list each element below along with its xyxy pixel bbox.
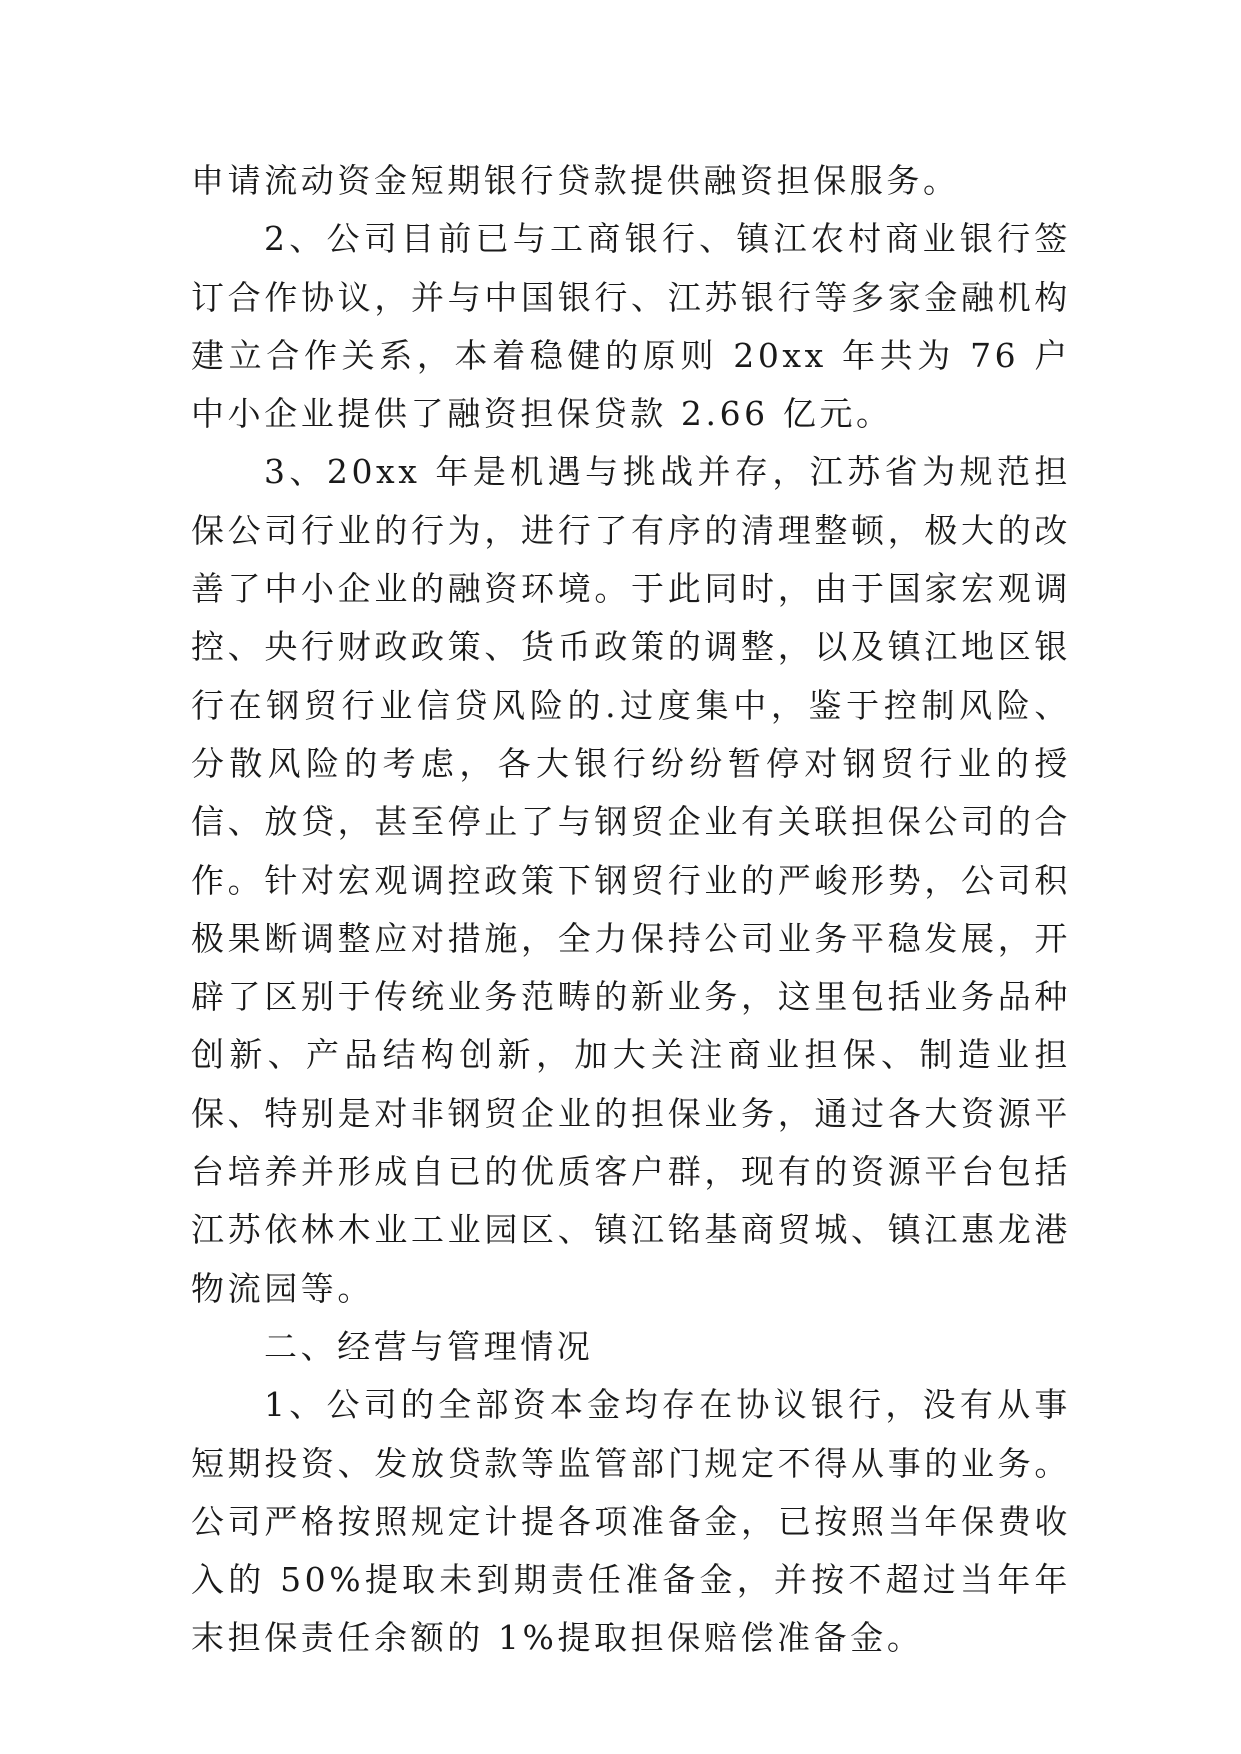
paragraph-continuation: 申请流动资金短期银行贷款提供融资担保服务。 <box>191 161 960 200</box>
paragraph-item-1-capital-reserves: 1、公司的全部资本金均存在协议银行，没有从事短期投资、发放贷款等监管部门规定不得从事的业务。公司严格按照规定计提各项准备金，已按照当年保费收入的 50%提取未到期责任准备金，并按不超过当年年末担保责任余额的 1%提取担保赔偿准备金。 <box>191 1385 1071 1658</box>
section-heading-operations-management: 二、经营与管理情况 <box>264 1326 594 1366</box>
paragraph-item-3-market-environment: 3、20xx 年是机遇与挑战并存，江苏省为规范担保公司行业的行为，进行了有序的清理整顿，极大的改善了中小企业的融资环境。于此同时，由于国家宏观调控、央行财政政策、货币政策的调整，以及镇江地区银行在钢贸行业信贷风险的.过度集中，鉴于控制风险、分散风险的考虑，各大银行纷纷暂停对钢贸行业的授信、放贷，甚至停止了与钢贸企业有关联担保公司的合作。针对宏观调控政策下钢贸行业的严峻形势，公司积极果断调整应对措施，全力保持公司业务平稳发展，开辟了区别于传统业务范畴的新业务，这里包括业务品种创新、产品结构创新，加大关注商业担保、制造业担保、特别是对非钢贸企业的担保业务，通过各大资源平台培养并形成自已的优质客户群，现有的资源平台包括江苏依林木业工业园区、镇江铭基商贸城、镇江惠龙港物流园等。 <box>191 452 1071 1308</box>
paragraph-item-2-bank-cooperation: 2、公司目前已与工商银行、镇江农村商业银行签订合作协议，并与中国银行、江苏银行等多家金融机构建立合作关系，本着稳健的原则 20xx 年共为 76 户中小企业提供了融资担保贷款 2.66 亿元。 <box>191 219 1071 434</box>
document-body <box>191 152 1071 1668</box>
